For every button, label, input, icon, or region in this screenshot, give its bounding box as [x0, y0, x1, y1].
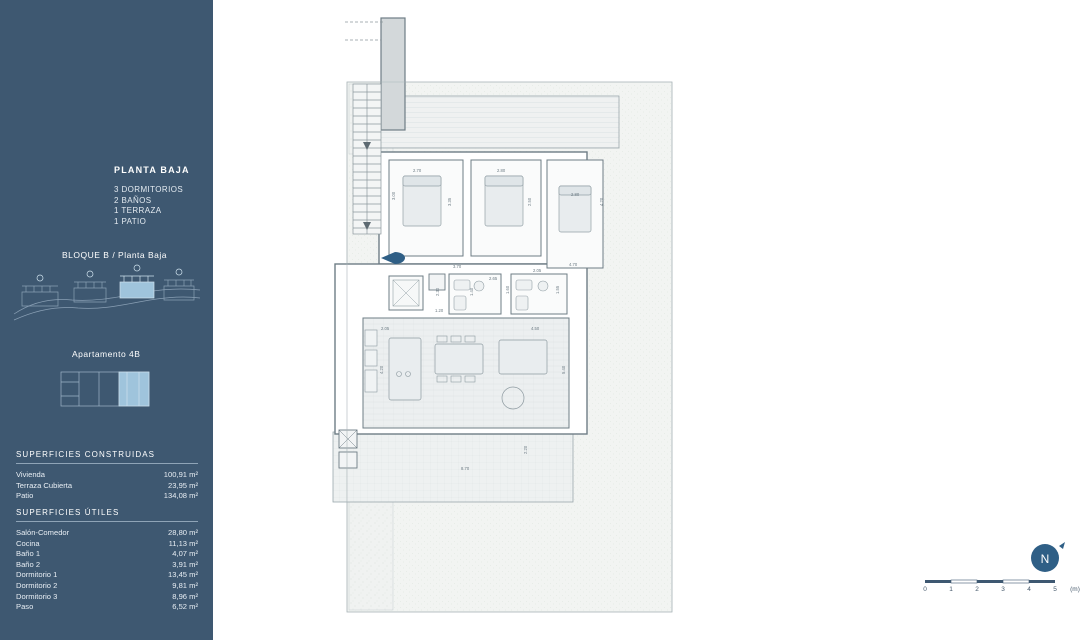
table-row	[16, 549, 198, 560]
svg-text:4.20: 4.20	[379, 365, 384, 374]
floorplan-drawing	[213, 0, 880, 640]
row-value: 23,95 m²	[168, 480, 198, 490]
scale-tick: 0	[923, 586, 927, 593]
sidebar	[0, 0, 213, 640]
row-value: 13,45 m²	[168, 570, 198, 580]
table-row	[16, 491, 198, 502]
svg-text:2.65: 2.65	[489, 276, 498, 281]
list-item: 3 DORMITORIOS	[114, 185, 184, 194]
table-row	[16, 539, 198, 550]
section-title: SUPERFICIES CONSTRUIDAS	[16, 450, 198, 464]
row-value: 6,52 m²	[172, 602, 198, 612]
scale-tick: 1	[949, 586, 953, 593]
svg-text:1.60: 1.60	[505, 285, 510, 294]
row-value: 134,08 m²	[163, 491, 198, 501]
svg-text:2.20: 2.20	[523, 445, 528, 454]
floorplan-canvas	[213, 0, 1080, 640]
staircase	[353, 84, 381, 234]
scale-tick: 4	[1027, 586, 1031, 593]
row-value: 8,96 m²	[172, 591, 198, 601]
north-compass-icon	[1023, 538, 1067, 578]
svg-text:4.70: 4.70	[569, 262, 578, 267]
block-key-diagram	[12, 262, 202, 324]
table-row	[16, 602, 198, 613]
row-label: Cocina	[16, 538, 40, 548]
row-value: 9,81 m²	[172, 580, 198, 590]
table-row	[16, 560, 198, 571]
row-value: 3,91 m²	[172, 559, 198, 569]
svg-text:2.80: 2.80	[571, 192, 580, 197]
row-label: Vivienda	[16, 470, 45, 479]
kitchen-island	[389, 338, 421, 400]
svg-text:4.50: 4.50	[531, 326, 540, 331]
page-title: PLANTA BAJA	[114, 165, 190, 175]
scale-bar-graphic	[925, 578, 1065, 586]
scale-bar-ticks	[923, 586, 1080, 596]
block-markers	[37, 265, 182, 281]
row-label: Baño 1	[16, 549, 41, 559]
built-areas-section	[16, 450, 198, 502]
row-label: Paso	[16, 602, 34, 612]
terrace-north	[379, 96, 619, 148]
feature-list	[114, 185, 183, 227]
living-dining	[363, 318, 569, 428]
list-item: 2 BAÑOS	[114, 195, 152, 205]
svg-text:1.20: 1.20	[435, 308, 444, 313]
scale-unit: (m)	[1070, 586, 1080, 593]
list-item: 1 TERRAZA	[114, 206, 162, 215]
scale-tick: 2	[975, 586, 979, 593]
table-row	[16, 470, 198, 481]
row-label: Terraza Cubierta	[16, 480, 73, 490]
svg-text:3.35: 3.35	[447, 197, 452, 206]
row-label: Patio	[16, 491, 34, 501]
scale-bar	[923, 578, 1080, 596]
table-row	[16, 481, 198, 492]
svg-text:4.20: 4.20	[599, 197, 604, 206]
block-key-selected	[120, 276, 154, 298]
table-row	[16, 570, 198, 581]
row-value: 11,13 m²	[168, 538, 198, 548]
apartment-key-diagram	[55, 362, 159, 416]
svg-text:1.40: 1.40	[469, 287, 474, 296]
scale-tick: 3	[1001, 586, 1005, 593]
row-label: Dormitorio 1	[16, 570, 58, 580]
row-label: Baño 2	[16, 559, 41, 569]
svg-text:2.80: 2.80	[497, 168, 506, 173]
svg-text:2.05: 2.05	[533, 268, 542, 273]
table-row	[16, 528, 198, 539]
table-row	[16, 581, 198, 592]
useful-areas-section	[16, 508, 198, 613]
table-row	[16, 592, 198, 603]
row-label: Salón-Comedor	[16, 528, 70, 537]
svg-text:N: N	[1040, 552, 1050, 566]
row-value: 28,80 m²	[168, 528, 198, 537]
scale-tick: 5	[1053, 586, 1057, 593]
svg-text:5.40: 5.40	[561, 365, 566, 374]
svg-text:2.05: 2.05	[381, 326, 390, 331]
terrace-south	[333, 432, 573, 502]
sofa	[499, 340, 547, 374]
svg-text:1.55: 1.55	[555, 285, 560, 294]
apartment-label: Apartamento 4B	[72, 349, 141, 359]
svg-text:3.70: 3.70	[453, 264, 462, 269]
apartment-key-selected	[119, 372, 149, 406]
svg-text:3.00: 3.00	[391, 191, 396, 200]
row-value: 4,07 m²	[172, 549, 198, 559]
dining-table	[435, 344, 483, 374]
row-label: Dormitorio 2	[16, 580, 58, 590]
row-value: 100,91 m²	[163, 470, 198, 479]
section-title: SUPERFICIES ÚTILES	[16, 508, 198, 522]
block-label: BLOQUE B / Planta Baja	[62, 250, 168, 260]
row-label: Dormitorio 3	[16, 591, 58, 601]
svg-text:2.70: 2.70	[413, 168, 422, 173]
svg-text:2.30: 2.30	[435, 287, 440, 296]
svg-text:8.70: 8.70	[461, 466, 470, 471]
svg-text:2.50: 2.50	[527, 197, 532, 206]
list-item: 1 PATIO	[114, 216, 147, 226]
